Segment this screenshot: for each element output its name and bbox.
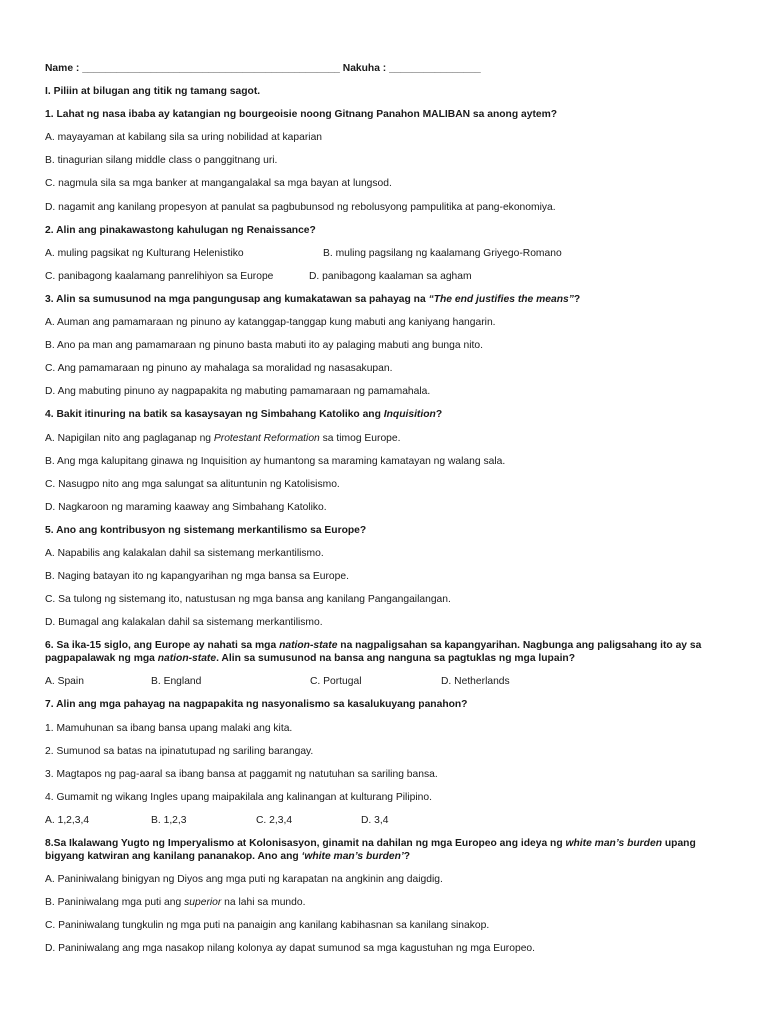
section-title: I. Piliin at bilugan ang titik ng tamang sagot. bbox=[45, 86, 261, 98]
q6-choice-c[interactable]: C. Portugal bbox=[310, 676, 362, 688]
q6-choice-d[interactable]: D. Netherlands bbox=[441, 676, 510, 688]
name-score-line: Name : _____________________________________________ Nakuha : ________________ bbox=[45, 63, 481, 74]
q8-choice-b[interactable] bbox=[45, 896, 735, 919]
question-3 bbox=[45, 293, 735, 316]
q6-stem-em-2: nation-state bbox=[157, 653, 217, 665]
q4-stem-pre: 4. Bakit itinuring na batik sa kasaysayan ng Simbahang Katoliko ang bbox=[45, 409, 384, 421]
q7-statement-3: 3. Magtapos ng pag-aaral sa ibang bansa at paggamit ng natutuhan sa sariling bansa. bbox=[45, 768, 438, 780]
q6-stem-1: 6. Sa ika-15 siglo, ang Europe ay nahati sa mga bbox=[45, 640, 280, 652]
q8-stem-1: 8.Sa Ikalawang Yugto ng Imperyalismo at Kolonisasyon, ginamit na dahilan ng mga Europeo ang ideya ng bbox=[45, 838, 566, 849]
q7-statement-2: 2. Sumunod sa batas na ipinatutupad ng sariling barangay. bbox=[45, 745, 314, 757]
q8-choice-d[interactable]: D. Paniniwalang ang mga nasakop nilang kolonya ay dapat sumunod sa mga kagustuhan ng mga Europeo. bbox=[45, 943, 536, 955]
q7-choice-b[interactable]: B. 1,2,3 bbox=[151, 814, 187, 826]
question-4 bbox=[45, 408, 735, 431]
q6-choices bbox=[45, 675, 735, 698]
q3-choice-b[interactable]: B. Ano pa man ang pamamaraan ng pinuno basta mabuti ito ay palaging mabuti ang bunga nito. bbox=[45, 340, 483, 352]
question-2: 2. Alin ang pinakawastong kahulugan ng Renaissance? bbox=[45, 224, 316, 236]
q2-choice-a[interactable]: A. muling pagsikat ng Kulturang Helenistiko bbox=[45, 247, 244, 259]
q7-choice-d[interactable]: D. 3,4 bbox=[361, 814, 389, 826]
q3-choice-d[interactable]: D. Ang mabuting pinuno ay nagpapakita ng mabuting pamamaraan ng pamamahala. bbox=[45, 386, 431, 398]
q6-stem-2: na nagpaligsahan sa kapangyarihan. Nagbunga ang paligsahang ito ay sa pagpapalawak ng mga bbox=[45, 640, 702, 665]
q2-row-1 bbox=[45, 247, 735, 270]
q6-stem-em-1: nation-state bbox=[279, 640, 338, 652]
q6-choice-b[interactable]: B. England bbox=[151, 676, 202, 688]
q8-b-post: na lahi sa mundo. bbox=[221, 897, 306, 909]
question-8 bbox=[45, 837, 735, 863]
q4-choice-b[interactable]: B. Ang mga kalupitang ginawa ng Inquisition ay humantong sa maraming kamatayan ng walang sala. bbox=[45, 455, 506, 467]
question-5: 5. Ano ang kontribusyon ng sistemang merkantilismo sa Europe? bbox=[45, 524, 367, 536]
q4-choice-d[interactable]: D. Nagkaroon ng maraming kaaway ang Simbahang Katoliko. bbox=[45, 501, 327, 513]
q8-stem-3: ? bbox=[403, 851, 411, 862]
q5-choice-b[interactable]: B. Naging batayan ito ng kapangyarihan ng mga bansa sa Europe. bbox=[45, 571, 349, 583]
q7-choice-c[interactable]: C. 2,3,4 bbox=[256, 814, 293, 826]
q2-choice-b[interactable]: B. muling pagsilang ng kaalamang Griyego-Romano bbox=[323, 247, 562, 259]
q4-choice-a[interactable] bbox=[45, 432, 735, 455]
q8-b-em: superior bbox=[184, 897, 222, 909]
q3-choice-c[interactable]: C. Ang pamamaraan ng pinuno ay mahalaga sa moralidad ng nasasakupan. bbox=[45, 363, 393, 375]
q1-choice-d[interactable]: D. nagamit ang kanilang propesyon at panulat sa pagbubunsod ng rebolusyong pampulitika at pang-ekonomiya. bbox=[45, 201, 556, 213]
q4-a-post: sa timog Europe. bbox=[319, 432, 401, 444]
q6-stem-3: . Alin sa sumusunod na bansa ang nanguna sa pagtuklas ng mga lupain? bbox=[216, 653, 576, 665]
q2-choice-d[interactable]: D. panibagong kaalaman sa agham bbox=[309, 270, 472, 282]
q6-choice-a[interactable]: A. Spain bbox=[45, 676, 84, 688]
q8-stem-em-2: ‘white man’s burden’ bbox=[301, 851, 404, 862]
question-1: 1. Lahat ng nasa ibaba ay katangian ng bourgeoisie noong Gitnang Panahon MALIBAN sa anong aytem? bbox=[45, 109, 558, 121]
q7-statement-4: 4. Gumamit ng wikang Ingles upang maipakilala ang kalinangan at kulturang Pilipino. bbox=[45, 791, 432, 803]
q4-a-em: Protestant Reformation bbox=[213, 432, 320, 444]
q2-row-2 bbox=[45, 270, 735, 293]
q2-choice-c[interactable]: C. panibagong kaalamang panrelihiyon sa Europe bbox=[45, 270, 274, 282]
q3-stem-pre: 3. Alin sa sumusunod na mga pangungusap ang kumakatawan sa pahayag na bbox=[45, 293, 429, 305]
q8-stem-em-1: white man’s burden bbox=[565, 838, 662, 849]
q4-a-pre: A. Napigilan nito ang paglaganap ng bbox=[45, 432, 214, 444]
q8-stem-2: upang bigyang katwiran ang kanilang pananakop. Ano ang bbox=[45, 838, 696, 862]
worksheet bbox=[45, 62, 735, 965]
q5-choice-a[interactable]: A. Napabilis ang kalakalan dahil sa sistemang merkantilismo. bbox=[45, 547, 324, 559]
q4-stem-em: Inquisition bbox=[383, 409, 436, 421]
q1-choice-b[interactable]: B. tinagurian silang middle class o panggitnang uri. bbox=[45, 155, 278, 167]
q5-choice-d[interactable]: D. Bumagal ang kalakalan dahil sa sistemang merkantilismo. bbox=[45, 617, 323, 629]
q4-choice-c[interactable]: C. Nasugpo nito ang mga salungat sa alituntunin ng Katolisismo. bbox=[45, 478, 340, 490]
q1-choice-c[interactable]: C. nagmula sila sa mga banker at mangangalakal sa mga bayan at lungsod. bbox=[45, 178, 392, 190]
q7-choice-a[interactable]: A. 1,2,3,4 bbox=[45, 814, 90, 826]
question-7: 7. Alin ang mga pahayag na nagpapakita ng nasyonalismo sa kasalukuyang panahon? bbox=[45, 699, 468, 711]
q8-choice-c[interactable]: C. Paniniwalang tungkulin ng mga puti na panaigin ang kanilang kabihasnan sa kanilang sinakop. bbox=[45, 920, 490, 932]
q7-statement-1: 1. Mamuhunan sa ibang bansa upang malaki ang kita. bbox=[45, 722, 293, 734]
q8-choice-a[interactable]: A. Paniniwalang binigyan ng Diyos ang mga puti ng karapatan na angkinin ang daigdig. bbox=[45, 874, 443, 885]
q8-b-pre: B. Paniniwalang mga puti ang bbox=[45, 897, 185, 909]
q3-stem-post: ? bbox=[573, 293, 581, 305]
question-6 bbox=[45, 639, 735, 665]
q5-choice-c[interactable]: C. Sa tulong ng sistemang ito, natustusan ng mga bansa ang kanilang Pangangailangan. bbox=[45, 594, 451, 606]
q3-choice-a[interactable]: A. Auman ang pamamaraan ng pinuno ay katanggap-tanggap kung mabuti ang kaniyang hangarin. bbox=[45, 317, 496, 329]
q7-choices bbox=[45, 814, 735, 837]
q3-stem-quote: “The end justifies the means” bbox=[428, 293, 574, 305]
q1-choice-a[interactable]: A. mayayaman at kabilang sila sa uring nobilidad at kaparian bbox=[45, 132, 323, 144]
q4-stem-post: ? bbox=[435, 409, 443, 421]
